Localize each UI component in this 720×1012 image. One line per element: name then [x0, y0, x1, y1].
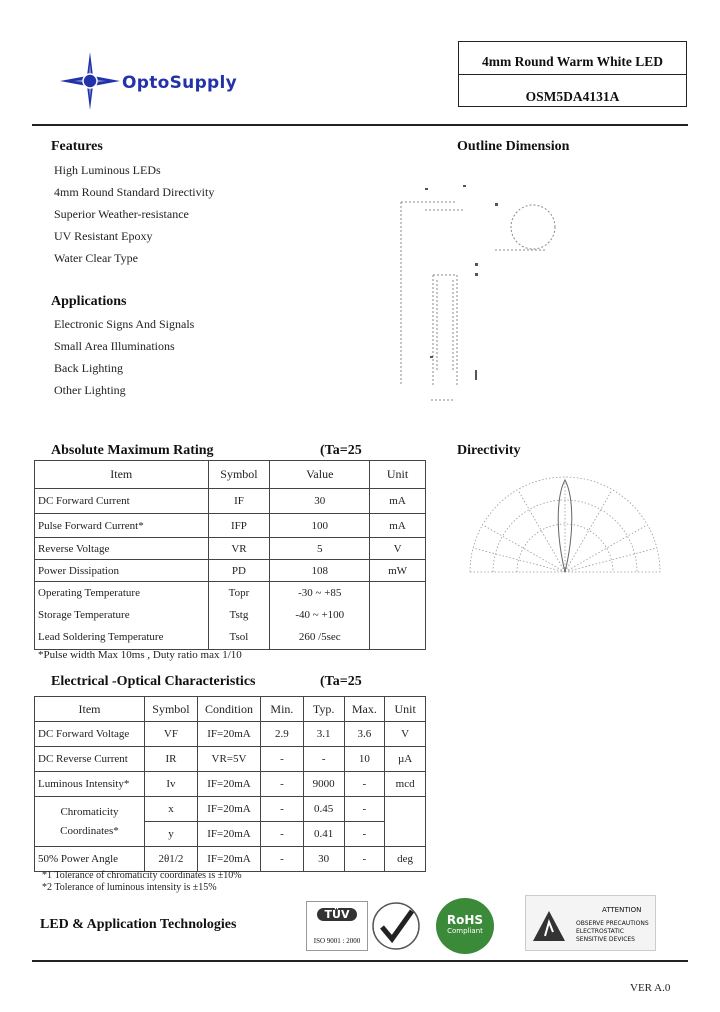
applications-list [54, 317, 194, 405]
table-row [35, 514, 426, 538]
list-item: Electronic Signs And Signals [54, 317, 195, 331]
logo-text: OptoSupply [122, 73, 238, 93]
cell-unit: mA [370, 514, 426, 538]
list-item: Water Clear Type [54, 251, 138, 265]
list-item: Back Lighting [54, 361, 123, 375]
attention-title: ATTENTION [602, 906, 642, 914]
cell-item: DC Forward Current [35, 489, 209, 514]
header-symbol: Symbol [144, 697, 197, 722]
product-title: 4mm Round Warm White LED [459, 42, 686, 75]
eo-footnote-2: *2 Tolerance of luminous intensity is ±15% [42, 882, 217, 893]
cell-item: DC Forward Voltage [35, 722, 145, 747]
table-row [35, 489, 426, 514]
company-name: LED & Application Technologies [40, 917, 237, 932]
cell-max: - [344, 822, 385, 847]
list-item: Small Area Illuminations [54, 339, 175, 353]
cell-value: 30 [270, 489, 370, 514]
cell-condition: IF=20mA [197, 797, 260, 822]
rohs-sub: Compliant [447, 927, 483, 935]
cell-unit [370, 626, 426, 650]
directivity-title: Directivity [457, 443, 521, 458]
cell-unit: mW [370, 560, 426, 582]
header-condition: Condition [197, 697, 260, 722]
tuv-certificate-logo [306, 901, 368, 951]
cell-unit [385, 797, 426, 847]
header-unit: Unit [370, 461, 426, 489]
eo-title: Electrical -Optical Characteristics [51, 674, 256, 689]
cell-item: Chromaticity Coordinates* [35, 797, 145, 847]
product-title-box [458, 41, 687, 107]
cell-max: 3.6 [344, 722, 385, 747]
cell-min: - [261, 797, 304, 822]
cell-symbol: Topr [208, 582, 270, 604]
cell-value: -40 ~ +100 [270, 604, 370, 626]
header-typ: Typ. [303, 697, 344, 722]
cell-unit: µA [385, 747, 426, 772]
cell-max: 10 [344, 747, 385, 772]
cell-symbol: Tstg [208, 604, 270, 626]
rohs-label: RoHS [446, 913, 484, 927]
table-row [35, 797, 426, 822]
cell-item: Operating Temperature [35, 582, 209, 604]
table-row [35, 560, 426, 582]
cell-item: 50% Power Angle [35, 847, 145, 872]
header-divider [32, 124, 688, 126]
cell-min: 2.9 [261, 722, 304, 747]
cell-typ: - [303, 747, 344, 772]
abs-max-condition: (Ta=25 [320, 443, 362, 458]
cell-unit [370, 582, 426, 604]
cell-min: - [261, 822, 304, 847]
abs-max-title: Absolute Maximum Rating [51, 443, 214, 458]
cell-typ: 9000 [303, 772, 344, 797]
esd-attention-box [525, 895, 656, 951]
cell-value: -30 ~ +85 [270, 582, 370, 604]
header-symbol: Symbol [208, 461, 270, 489]
cell-typ: 0.45 [303, 797, 344, 822]
table-row [35, 582, 426, 604]
table-row [35, 747, 426, 772]
cell-symbol: 2θ1/2 [144, 847, 197, 872]
eo-condition: (Ta=25 [320, 674, 362, 689]
cell-symbol: IFP [208, 514, 270, 538]
cell-item: Luminous Intensity* [35, 772, 145, 797]
cell-condition: IF=20mA [197, 772, 260, 797]
cell-typ: 0.41 [303, 822, 344, 847]
cell-value: 108 [270, 560, 370, 582]
features-list [54, 163, 214, 273]
header-item: Item [35, 461, 209, 489]
cell-min: - [261, 772, 304, 797]
attention-line-3: SENSITIVE DEVICES [576, 936, 635, 943]
cell-typ: 30 [303, 847, 344, 872]
abs-max-footnote: *Pulse width Max 10ms , Duty ratio max 1/10 [38, 649, 242, 661]
cell-symbol: IF [208, 489, 270, 514]
cell-symbol: Iv [144, 772, 197, 797]
version-label: VER A.0 [630, 982, 671, 994]
cell-unit: deg [385, 847, 426, 872]
directivity-diagram [465, 470, 665, 580]
logo [60, 52, 120, 110]
cell-symbol: Tsol [208, 626, 270, 650]
cell-symbol: PD [208, 560, 270, 582]
header-max: Max. [344, 697, 385, 722]
cell-value: 5 [270, 538, 370, 560]
eo-footnote-1: *1 Tolerance of chromaticity coordinates is ±10% [42, 870, 242, 881]
cell-condition: VR=5V [197, 747, 260, 772]
cell-symbol: VF [144, 722, 197, 747]
cell-max: - [344, 847, 385, 872]
table-row [35, 772, 426, 797]
header-min: Min. [261, 697, 304, 722]
list-item: Other Lighting [54, 383, 126, 397]
cell-item: Power Dissipation [35, 560, 209, 582]
cell-unit: V [370, 538, 426, 560]
rohs-logo [436, 898, 494, 954]
cell-max: - [344, 772, 385, 797]
header-unit: Unit [385, 697, 426, 722]
cell-unit: mA [370, 489, 426, 514]
cell-unit [370, 604, 426, 626]
cell-min: - [261, 747, 304, 772]
cell-item: Lead Soldering Temperature [35, 626, 209, 650]
cell-symbol: VR [208, 538, 270, 560]
cell-min: - [261, 847, 304, 872]
iso-label: ISO 9001 : 2000 [313, 937, 361, 945]
table-row [35, 604, 426, 626]
footer-divider [32, 960, 688, 962]
attention-line-2: ELECTROSTATIC [576, 928, 624, 935]
cell-item: Pulse Forward Current* [35, 514, 209, 538]
list-item: UV Resistant Epoxy [54, 229, 153, 243]
features-title: Features [51, 139, 103, 154]
cell-condition: IF=20mA [197, 722, 260, 747]
table-row [35, 538, 426, 560]
cell-item: Reverse Voltage [35, 538, 209, 560]
eo-table [34, 696, 426, 872]
attention-line-1: OBSERVE PRECAUTIONS [576, 920, 649, 927]
table-header-row [35, 461, 426, 489]
applications-title: Applications [51, 294, 127, 309]
abs-max-table [34, 460, 426, 650]
check-certificate-icon [370, 899, 422, 953]
cell-unit: V [385, 722, 426, 747]
cell-symbol: IR [144, 747, 197, 772]
list-item: High Luminous LEDs [54, 163, 161, 177]
table-header-row [35, 697, 426, 722]
list-item: 4mm Round Standard Directivity [54, 185, 215, 199]
cell-unit: mcd [385, 772, 426, 797]
table-row [35, 847, 426, 872]
logo-star-icon [60, 52, 120, 110]
tuv-label: TÜV [317, 908, 357, 921]
outline-title: Outline Dimension [457, 139, 570, 154]
cell-condition: IF=20mA [197, 822, 260, 847]
cell-max: - [344, 797, 385, 822]
header-item: Item [35, 697, 145, 722]
list-item: Superior Weather-resistance [54, 207, 189, 221]
cell-symbol: y [144, 822, 197, 847]
cell-item: Storage Temperature [35, 604, 209, 626]
header-value: Value [270, 461, 370, 489]
cell-condition: IF=20mA [197, 847, 260, 872]
cell-typ: 3.1 [303, 722, 344, 747]
esd-warning-icon [532, 910, 566, 942]
part-number: OSM5DA4131A [525, 89, 620, 104]
table-row [35, 722, 426, 747]
cell-item: DC Reverse Current [35, 747, 145, 772]
cell-value: 260 /5sec [270, 626, 370, 650]
table-row [35, 626, 426, 650]
cell-symbol: x [144, 797, 197, 822]
outline-drawing [395, 180, 575, 410]
cell-value: 100 [270, 514, 370, 538]
